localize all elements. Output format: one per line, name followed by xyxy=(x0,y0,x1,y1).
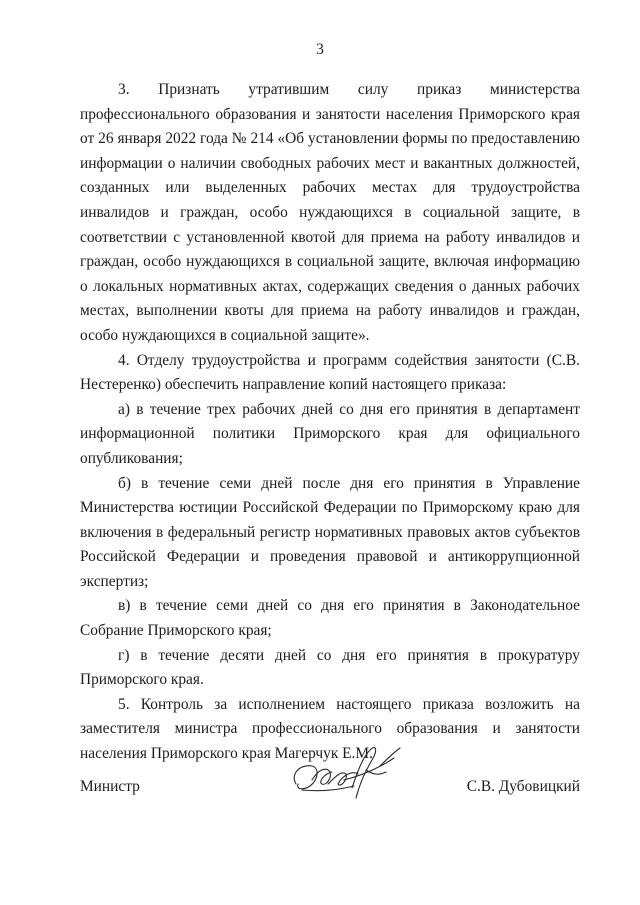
paragraph-item-5: 5. Контроль за исполнением настоящего приказа возложить на заместителя министра профессионального образования и занятости населения Приморского края Магерчук Е.М. xyxy=(80,695,580,763)
signatory-role: Министр xyxy=(80,778,140,795)
handwritten-signature xyxy=(282,740,412,810)
signatory-name: С.В. Дубовицкий xyxy=(466,778,580,795)
paragraph-item-4: 4. Отделу трудоустройства и программ содействия занятости (С.В. Нестеренко) обеспечить направление копий настоящего приказа: xyxy=(80,351,580,394)
page-number: 3 xyxy=(316,41,324,58)
paragraph-subitem-v: в) в течение семи дней со дня его принятия в Законодательное Собрание Приморского края; xyxy=(80,597,580,640)
paragraph-item-3: 3. Признать утратившим силу приказ министерства профессионального образования и занятости населения Приморского края от 26 января 2022 года № 214 «Об установлении формы по предоставлению информации о наличии свободных рабочих мест и вакантных должностей, созданных или выделенных рабочих местах для трудоустройства инвалидов и граждан, особо нуждающихся в социальной защите, в соответствии с установленной квотой для приема на работу инвалидов и граждан, особо нуждающихся в социальной защите, включая информацию о локальных нормативных актах, содержащих сведения о данных рабочих местах, выполнении квоты для приема на работу инвалидов и граждан, особо нуждающихся в социальной защите». xyxy=(80,81,580,344)
signature-block xyxy=(80,778,580,802)
paragraph-subitem-g: г) в течение десяти дней со дня его принятия в прокуратуру Приморского края. xyxy=(80,646,580,689)
paragraph-subitem-a: а) в течение трех рабочих дней со дня его принятия в департамент информационной политики Приморского края для официального опубликования; xyxy=(80,400,580,467)
document-body xyxy=(80,78,580,767)
paragraph-subitem-b: б) в течение семи дней после дня его принятия в Управление Министерства юстиции Российской Федерации по Приморскому краю для включения в федеральный регистр нормативных правовых актов субъектов Российской Федерации и проведения правовой и антикоррупционной экспертиз; xyxy=(80,474,580,590)
